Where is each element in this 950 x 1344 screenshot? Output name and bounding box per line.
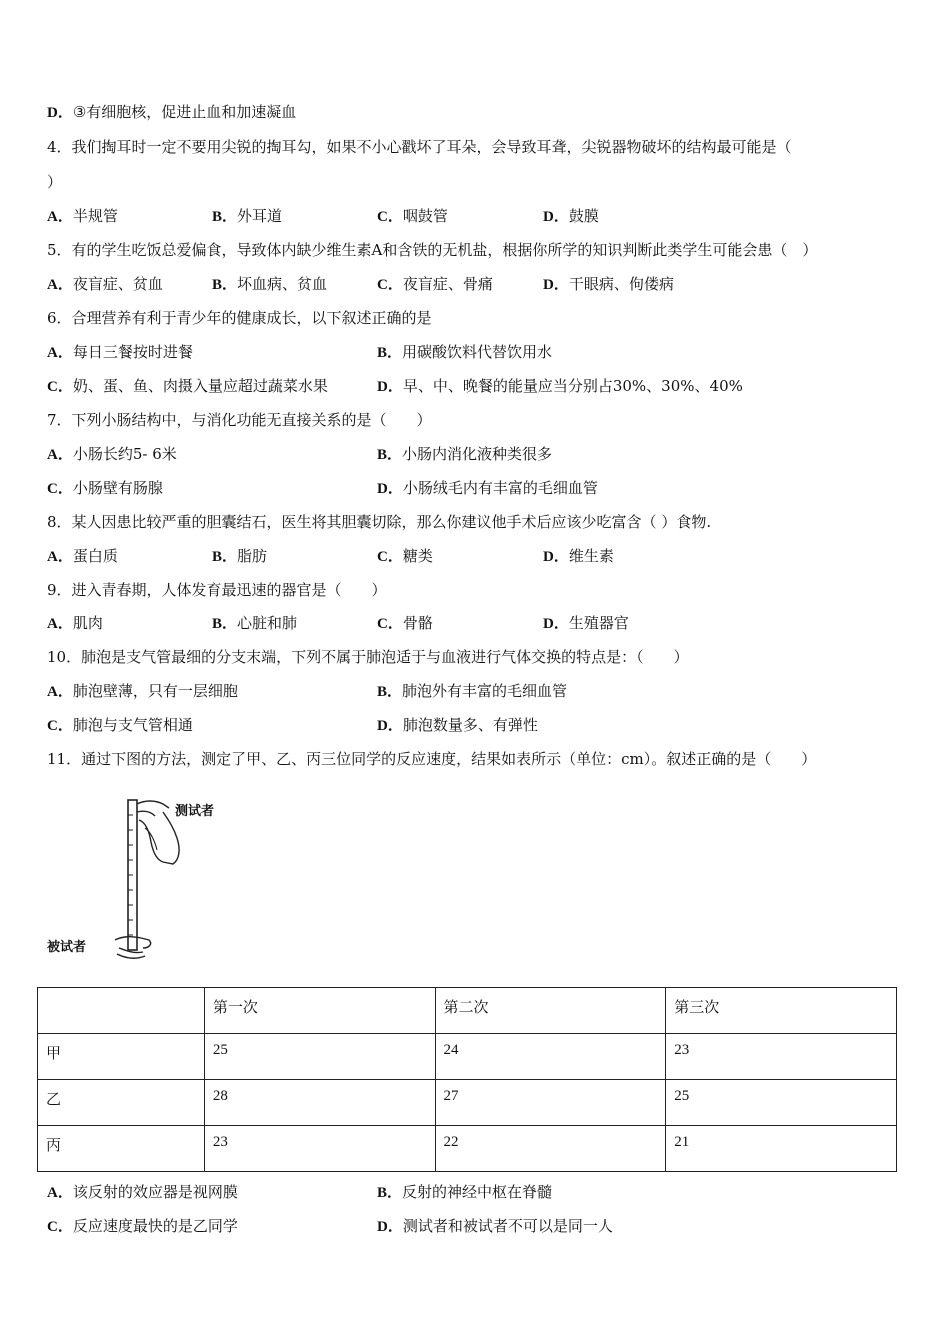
q7-option-b [377,444,552,465]
option-text: 半规管 [72,207,118,225]
option-text: 每日三餐按时进餐 [72,343,193,361]
table-cell: 22 [435,1126,666,1172]
option-text: 生殖器官 [568,614,629,632]
option-text: 肌肉 [72,614,103,632]
q4-stem: 4．我们掏耳时一定不要用尖锐的掏耳勾，如果不小心戳坏了耳朵，会导致耳聋，尖锐器物破坏的结构最可能是（ [47,138,792,156]
q8-option-c [377,546,433,567]
q5-stem: 5．有的学生吃饭总爱偏食，导致体内缺少维生素A和含铁的无机盐，根据你所学的知识判断此类学生可能会患（ ） [47,241,818,259]
q7-stem: 7．下列小肠结构中，与消化功能无直接关系的是（ ） [47,411,432,429]
option-label: C． [47,1219,73,1235]
option-label: B． [377,684,403,700]
q4-option-d [543,206,599,227]
q6-option-d [377,376,743,397]
option-text: 肺泡数量多、有弹性 [402,716,538,734]
option-text: 外耳道 [237,207,283,225]
option-text: 该反射的效应器是视网膜 [72,1183,238,1201]
option-label: B． [212,277,238,293]
q7-option-c [47,478,163,499]
option-text: ③有细胞核，促进止血和加速凝血 [72,103,297,121]
option-text: 反应速度最快的是乙同学 [72,1217,238,1235]
q11-option-b [377,1182,552,1203]
table-row [38,1080,897,1126]
option-text: 心脏和肺 [237,614,298,632]
table-header-cell [38,988,205,1034]
option-text: 夜盲症、骨痛 [402,275,493,293]
option-text: 夜盲症、贫血 [72,275,163,293]
option-label: D． [543,549,569,565]
option-label: A． [47,684,73,700]
q4-option-a [47,206,118,227]
q9-option-c [377,613,433,634]
q8-option-d [543,546,614,567]
option-label: D． [377,718,403,734]
option-label: D． [543,277,569,293]
option-text: 鼓膜 [568,207,599,225]
option-label: C． [377,549,403,565]
q5-option-a [47,274,163,295]
option-label: D． [377,481,403,497]
option-text: 小肠壁有肠腺 [72,479,163,497]
q11-option-a [47,1182,238,1203]
table-cell: 27 [435,1080,666,1126]
option-text: 干眼病、佝偻病 [568,275,674,293]
table-header-cell: 第三次 [666,988,897,1034]
q10-option-a [47,681,238,702]
q11-stem: 11．通过下图的方法，测定了甲、乙、丙三位同学的反应速度，结果如表所示（单位：cm）。叙述正确的是（ ） [47,750,817,768]
option-text: 肺泡与支气管相通 [72,716,193,734]
table-cell: 28 [204,1080,435,1126]
q6-option-a [47,342,193,363]
q9-stem: 9．进入青春期，人体发育最迅速的器官是（ ） [47,581,387,599]
option-label: C． [47,718,73,734]
option-label: B． [377,1185,403,1201]
table-row [38,1126,897,1172]
option-label: A． [47,345,73,361]
tester-hand [137,801,179,864]
option-text: 肺泡壁薄，只有一层细胞 [72,682,238,700]
q4-option-c [377,206,448,227]
option-label: A． [47,616,73,632]
option-text: 咽鼓管 [402,207,448,225]
q4-stem-end: ） [47,173,63,191]
option-label: A． [47,209,73,225]
option-text: 糖类 [402,547,433,565]
option-text: 小肠内消化液种类很多 [402,445,553,463]
q10-option-b [377,681,567,702]
option-label: C． [377,616,403,632]
q9-option-d [543,613,629,634]
q8-stem: 8．某人因患比较严重的胆囊结石，医生将其胆囊切除，那么你建议他手术后应该少吃富含（ ）食物. [47,513,712,531]
option-text: 维生素 [568,547,614,565]
option-label: A． [47,277,73,293]
option-label: A． [47,1185,73,1201]
q3-option-d [47,102,296,123]
q7-option-a [47,444,177,465]
reaction-results-table [37,987,897,1172]
q10-stem: 10．肺泡是支气管最细的分支末端，下列不属于肺泡适于与血液进行气体交换的特点是：（ ） [47,648,689,666]
option-label: D． [47,105,73,121]
option-label: B． [212,616,238,632]
option-text: 测试者和被试者不可以是同一人 [402,1217,613,1235]
option-text: 奶、蛋、鱼、肉摄入量应超过蔬菜水果 [72,377,328,395]
option-label: D． [377,1219,403,1235]
option-label: C． [47,481,73,497]
table-cell: 甲 [38,1034,205,1080]
table-cell: 25 [204,1034,435,1080]
q8-option-a [47,546,118,567]
option-label: A． [47,447,73,463]
option-label: D． [543,209,569,225]
option-label: B． [212,209,238,225]
option-text: 反射的神经中枢在脊髓 [402,1183,553,1201]
q7-option-d [377,478,598,499]
table-header-cell: 第二次 [435,988,666,1034]
option-label: C． [377,277,403,293]
option-label: C． [47,379,73,395]
option-label: D． [543,616,569,632]
table-header-row [38,988,897,1034]
subject-label: 被试者 [47,940,87,955]
q10-option-c [47,715,193,736]
option-text: 早、中、晚餐的能量应当分别占30%、30%、40% [402,377,743,395]
tester-label: 测试者 [175,804,215,819]
table-cell: 丙 [38,1126,205,1172]
q11-option-c [47,1216,238,1237]
option-text: 小肠长约5- 6米 [72,445,177,463]
table-header-cell: 第一次 [204,988,435,1034]
table-cell: 21 [666,1126,897,1172]
ruler-drop-figure [45,790,245,965]
q11-option-d [377,1216,613,1237]
option-text: 坏血病、贫血 [237,275,328,293]
option-label: B． [377,447,403,463]
table-row [38,1034,897,1080]
option-label: B． [212,549,238,565]
option-text: 小肠绒毛内有丰富的毛细血管 [402,479,598,497]
q5-option-b [212,274,327,295]
q9-option-a [47,613,103,634]
q6-option-b [377,342,552,363]
q6-stem: 6．合理营养有利于青少年的健康成长，以下叙述正确的是 [47,309,432,327]
q10-option-d [377,715,538,736]
option-label: D． [377,379,403,395]
q5-option-c [377,274,493,295]
option-text: 骨骼 [402,614,433,632]
option-label: A． [47,549,73,565]
q9-option-b [212,613,297,634]
table-cell: 乙 [38,1080,205,1126]
table-cell: 23 [204,1126,435,1172]
option-text: 脂肪 [237,547,268,565]
table-cell: 25 [666,1080,897,1126]
option-text: 蛋白质 [72,547,118,565]
table-cell: 24 [435,1034,666,1080]
option-label: B． [377,345,403,361]
q4-option-b [212,206,282,227]
option-text: 肺泡外有丰富的毛细血管 [402,682,568,700]
q8-option-b [212,546,267,567]
q6-option-c [47,376,328,397]
q5-option-d [543,274,674,295]
table-cell: 23 [666,1034,897,1080]
option-text: 用碳酸饮料代替饮用水 [402,343,553,361]
option-label: C． [377,209,403,225]
